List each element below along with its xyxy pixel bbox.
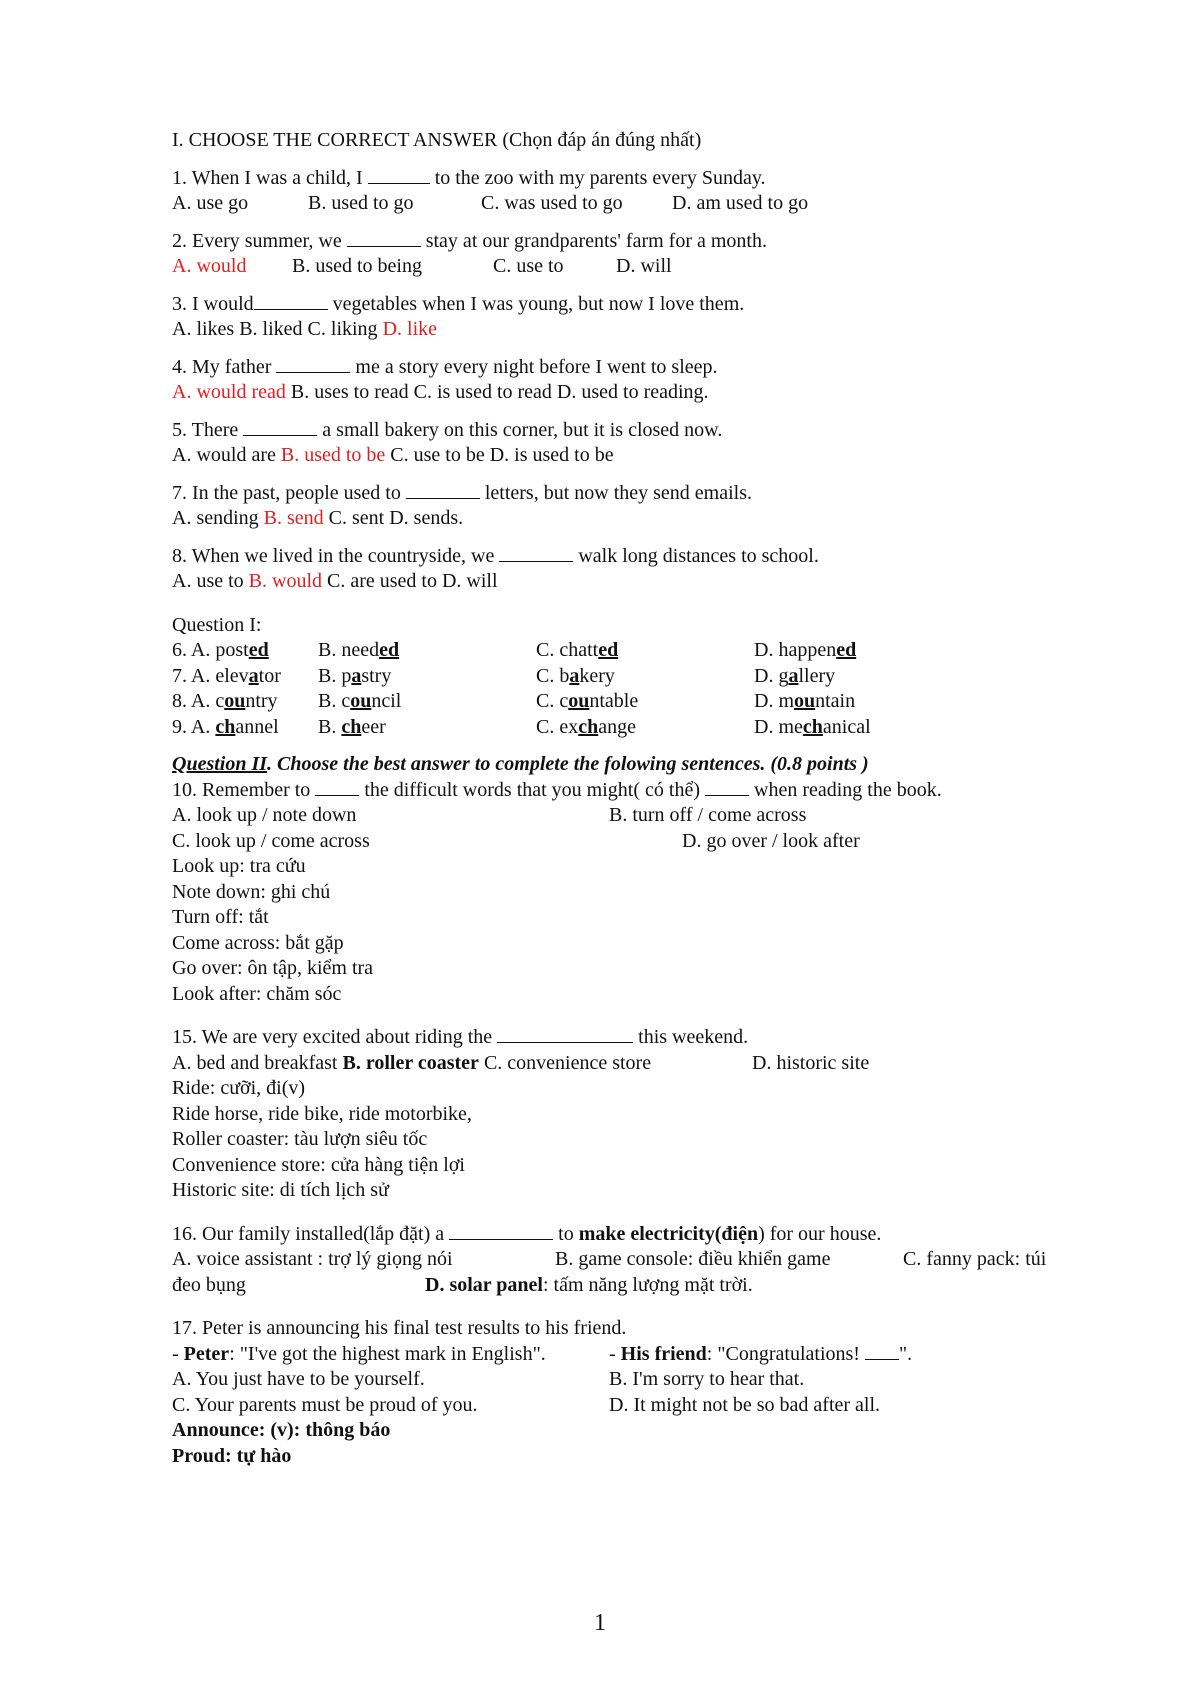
question-3-options: A. likes B. liked C. liking D. like <box>172 318 437 340</box>
question-7: 7. In the past, people used to letters, but now they send emails. <box>172 481 753 504</box>
vocab-note: Ride: cưỡi, đi(v) <box>172 1077 306 1099</box>
question-1: 1. When I was a child, I to the zoo with my parents every Sunday. <box>172 166 766 189</box>
question-10-options-ab: A. look up / note down B. turn off / come across <box>172 804 807 826</box>
section-1-title: I. CHOOSE THE CORRECT ANSWER (Chọn đáp án đúng nhất) <box>172 129 702 151</box>
question-17: 17. Peter is announcing his final test results to his friend. <box>172 1317 627 1339</box>
question-5: 5. There a small bakery on this corner, but it is closed now. <box>172 418 723 441</box>
vocab-note: Convenience store: cửa hàng tiện lợi <box>172 1153 465 1176</box>
vocab-note: Turn off: tắt <box>172 906 269 928</box>
section-2-title: Question II. Choose the best answer to complete the folowing sentences. (0.8 points ) <box>172 753 869 775</box>
vocab-note-announce: Announce: (v): thông báo <box>172 1419 391 1441</box>
pronunciation-row-7: 7. A. elevator B. pastry C. bakery D. gallery <box>172 664 836 687</box>
question-7-options: A. sending B. send C. sent D. sends. <box>172 507 464 529</box>
question-17-dialogue: - Peter: "I've got the highest mark in English". - His friend: "Congratulations! ". <box>172 1342 913 1365</box>
question-17-options-ab: A. You just have to be yourself. B. I'm sorry to hear that. <box>172 1368 805 1390</box>
question-8: 8. When we lived in the countryside, we walk long distances to school. <box>172 544 819 567</box>
vocab-note: Ride horse, ride bike, ride motorbike, <box>172 1102 472 1125</box>
question-10: 10. Remember to the difficult words that you might( có thể) when reading the book. <box>172 778 942 801</box>
vocab-note: Go over: ôn tập, kiểm tra <box>172 957 374 979</box>
question-2: 2. Every summer, we stay at our grandparents' farm for a month. <box>172 229 767 252</box>
question-2-options: A. would B. used to being C. use to D. will <box>172 255 672 277</box>
vocab-note: Note down: ghi chú <box>172 880 331 903</box>
question-5-options: A. would are B. used to be C. use to be D. is used to be <box>172 444 614 466</box>
vocab-note: Come across: bắt gặp <box>172 931 344 954</box>
question-16: 16. Our family installed(lắp đặt) a to make electricity(điện) for our house. <box>172 1222 882 1245</box>
question-4: 4. My father me a story every night before I went to sleep. <box>172 355 718 378</box>
question-1-options: A. use go B. used to go C. was used to go D. am used to go <box>172 192 809 214</box>
vocab-note-proud: Proud: tự hào <box>172 1444 292 1467</box>
question-3: 3. I would vegetables when I was young, but now I love them. <box>172 292 745 315</box>
question-10-options-cd: C. look up / come across D. go over / look after <box>172 829 860 852</box>
pronunciation-row-9: 9. A. channel B. cheer C. exchange D. mechanical <box>172 715 871 738</box>
pronunciation-title: Question I: <box>172 613 262 636</box>
vocab-note: Historic site: di tích lịch sử <box>172 1179 389 1201</box>
vocab-note: Look after: chăm sóc <box>172 982 342 1005</box>
question-16-options-cont: đeo bụng D. solar panel: tấm năng lượng mặt trời. <box>172 1273 753 1296</box>
document-page <box>172 128 1072 1469</box>
vocab-note: Look up: tra cứu <box>172 855 306 877</box>
pronunciation-row-6: 6. A. posted B. needed C. chatted D. happened <box>172 639 857 661</box>
question-15: 15. We are very excited about riding the this weekend. <box>172 1026 749 1048</box>
question-17-options-cd: C. Your parents must be proud of you. D. It might not be so bad after all. <box>172 1393 881 1416</box>
pronunciation-row-8: 8. A. country B. council C. countable D. mountain <box>172 690 856 712</box>
question-16-options: A. voice assistant : trợ lý giọng nói B. game console: điều khiển game C. fanny pack: túi <box>172 1248 1047 1270</box>
question-15-options: A. bed and breakfast B. roller coaster C. convenience store D. historic site <box>172 1051 870 1074</box>
question-8-options: A. use to B. would C. are used to D. will <box>172 570 498 592</box>
page-number: 1 <box>594 1610 606 1636</box>
vocab-note: Roller coaster: tàu lượn siêu tốc <box>172 1128 428 1150</box>
question-4-options: A. would read B. uses to read C. is used to read D. used to reading. <box>172 381 709 403</box>
